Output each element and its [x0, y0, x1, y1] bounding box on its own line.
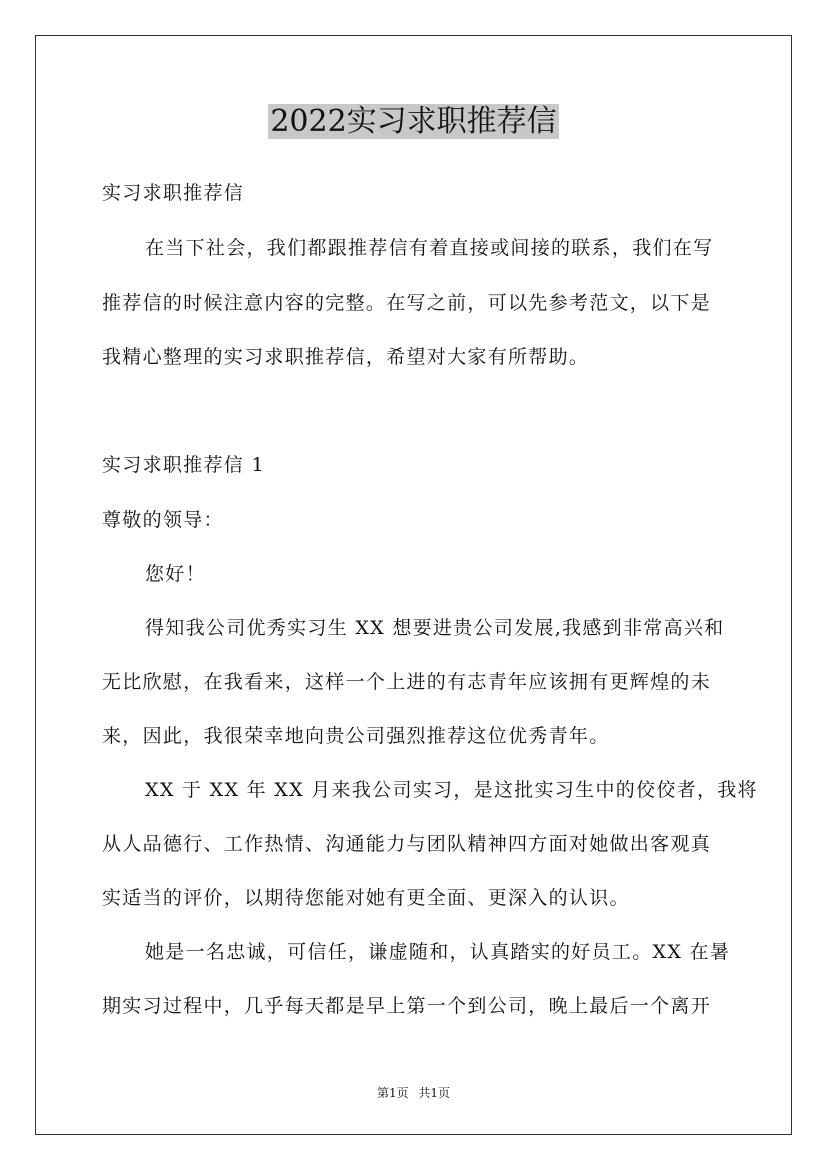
- paragraph-line: 实适当的评价，以期待您能对她有更全面、更深入的认识。: [102, 887, 630, 909]
- document-title-text: 2022实习求职推荐信: [270, 104, 557, 139]
- greeting: 您好！: [145, 563, 206, 585]
- document-title: [0, 100, 827, 144]
- paragraph-line: 期实习过程中，几乎每天都是早上第一个到公司，晚上最后一个离开: [102, 995, 712, 1017]
- section-heading: 实习求职推荐信: [102, 182, 245, 204]
- paragraph-line: 从人品德行、工作热情、沟通能力与团队精神四方面对她做出客观真: [102, 833, 712, 855]
- page-footer: [0, 1085, 827, 1101]
- paragraph-line: XX 于 XX 年 XX 月来我公司实习，是这批实习生中的佼佼者，我将: [145, 779, 758, 801]
- paragraph-line: 无比欣慰，在我看来，这样一个上进的有志青年应该拥有更辉煌的未: [102, 671, 712, 693]
- paragraph-line: 推荐信的时候注意内容的完整。在写之前，可以先参考范文，以下是: [102, 292, 712, 314]
- salutation: 尊敬的领导：: [102, 509, 224, 531]
- page-number: 第1页: [376, 1086, 409, 1100]
- paragraph-line: 我精心整理的实习求职推荐信，希望对大家有所帮助。: [102, 346, 590, 368]
- paragraph-line: 得知我公司优秀实习生 XX 想要进贵公司发展,我感到非常高兴和: [145, 617, 725, 639]
- paragraph-line: 她是一名忠诚，可信任，谦虚随和，认真踏实的好员工。XX 在暑: [145, 941, 731, 963]
- paragraph-line: 来，因此，我很荣幸地向贵公司强烈推荐这位优秀青年。: [102, 725, 610, 747]
- letter-heading: 实习求职推荐信 1: [102, 454, 265, 476]
- page-total: 共1页: [418, 1086, 451, 1100]
- paragraph-line: 在当下社会，我们都跟推荐信有着直接或间接的联系，我们在写: [145, 237, 714, 259]
